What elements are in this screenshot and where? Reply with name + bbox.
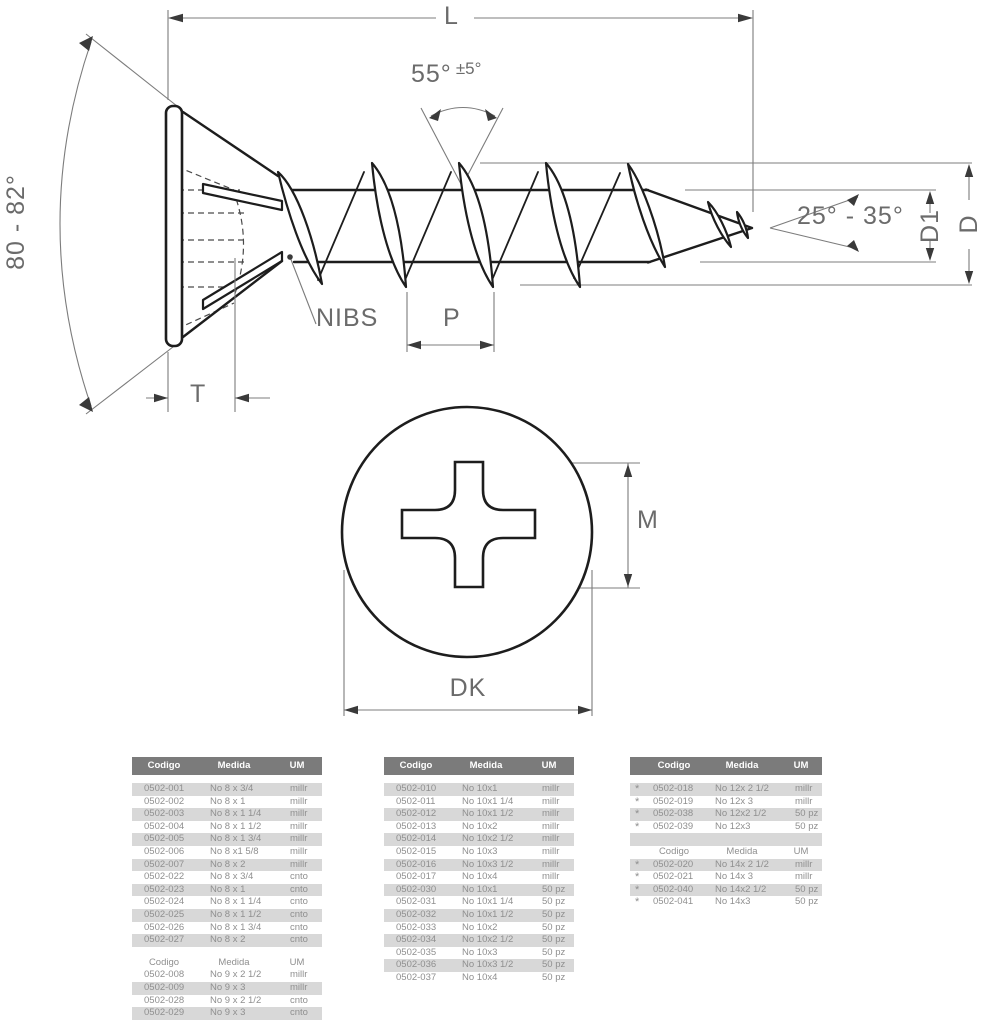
cell-codigo: 0502-019	[653, 795, 694, 807]
cell-codigo: 0502-009	[144, 981, 185, 993]
table-row	[384, 783, 574, 796]
cell-medida: No 8 x1 5/8	[210, 845, 259, 857]
cell-codigo: 0502-034	[396, 934, 437, 946]
cell-codigo: 0502-022	[144, 871, 185, 883]
cell-codigo: 0502-037	[396, 971, 437, 983]
cell-um: millr	[542, 783, 560, 794]
cell-codigo: 0502-030	[396, 883, 437, 895]
star-spacer	[630, 833, 649, 846]
cell-um: 50 pz	[542, 934, 566, 946]
cell-um: 50 pz	[542, 959, 566, 971]
cell-codigo: Codigo	[148, 956, 180, 968]
recess-width-label: M	[637, 506, 659, 534]
cell-um: UM	[793, 845, 809, 857]
cell-codigo: 0502-028	[144, 994, 185, 1006]
table-row	[630, 859, 822, 872]
table-row	[630, 884, 822, 897]
table-row	[132, 808, 322, 821]
cell-um: cnto	[290, 994, 308, 1006]
cell-medida: No 10x1	[462, 883, 498, 895]
spacer-row	[630, 833, 822, 846]
cell-codigo: 0502-015	[396, 845, 437, 857]
table-row	[384, 934, 574, 947]
cell-codigo: 0502-006	[144, 845, 185, 857]
table-subheader-row	[630, 846, 822, 859]
star-marker: *	[635, 808, 640, 821]
head-diameter-label: DK	[449, 674, 487, 702]
cell-um: millr	[542, 795, 560, 807]
cell-medida: No 10x1 1/4	[462, 896, 514, 908]
cell-codigo: 0502-001	[144, 783, 185, 794]
cell-medida: No 9 x 2 1/2	[210, 994, 262, 1006]
cell-codigo: Codigo	[399, 760, 433, 771]
cell-um: millr	[290, 969, 308, 981]
cell-medida: No 10x1 1/4	[462, 795, 514, 807]
table-row	[384, 947, 574, 960]
cell-um: millr	[290, 833, 308, 845]
cell-codigo: 0502-005	[144, 833, 185, 845]
cell-codigo: 0502-016	[396, 858, 437, 870]
table-row	[384, 846, 574, 859]
cell-medida: Medida	[725, 760, 759, 771]
cell-codigo: 0502-004	[144, 820, 185, 832]
cell-um: UM	[541, 760, 557, 771]
cell-um: millr	[290, 783, 308, 794]
cell-codigo: 0502-002	[144, 795, 185, 807]
table-row	[384, 896, 574, 909]
table-row	[630, 783, 822, 796]
head-thickness-label: T	[190, 380, 207, 408]
cell-medida: No 10x2 1/2	[462, 934, 514, 946]
cell-um: 50 pz	[795, 820, 819, 832]
cell-codigo: 0502-033	[396, 921, 437, 933]
star-marker: *	[635, 795, 640, 808]
cell-um: 50 pz	[542, 883, 566, 895]
cell-codigo: 0502-007	[144, 858, 185, 870]
cell-medida: No 8 x 1	[210, 883, 246, 895]
cell-um: millr	[542, 820, 560, 832]
cell-medida: No 12x3	[715, 820, 751, 832]
cell-um: cnto	[290, 871, 308, 883]
cell-um: UM	[289, 760, 305, 771]
cell-um: cnto	[290, 896, 308, 908]
cell-medida: No 8 x 1 3/4	[210, 833, 262, 845]
cell-codigo: 0502-012	[396, 808, 437, 820]
table-row	[132, 896, 322, 909]
cell-um: millr	[290, 820, 308, 832]
section-gap	[132, 947, 322, 957]
cell-medida: No 8 x 2	[210, 858, 246, 870]
table-row	[384, 821, 574, 834]
table-row	[132, 871, 322, 884]
table-header-row	[132, 757, 322, 775]
cell-um: 50 pz	[542, 908, 566, 920]
cell-codigo: 0502-018	[653, 783, 694, 794]
cell-codigo: 0502-003	[144, 808, 185, 820]
cell-um: 50 pz	[542, 896, 566, 908]
cell-medida: Medida	[726, 845, 758, 857]
cell-medida: No 9 x 2 1/2	[210, 969, 262, 981]
cell-medida: Medida	[217, 760, 251, 771]
screw-head-front-view	[342, 407, 592, 657]
cell-codigo: 0502-038	[653, 808, 694, 820]
cell-medida: No 8 x 1	[210, 795, 246, 807]
cell-medida: No 9 x 3	[210, 981, 246, 993]
product-table-no10	[384, 757, 574, 985]
cell-um: cnto	[290, 934, 308, 946]
thread-angle-label	[411, 60, 481, 89]
cell-medida: No 12x 3	[715, 795, 754, 807]
table-row	[132, 934, 322, 947]
cell-medida: No 10x2 1/2	[462, 833, 514, 845]
cell-codigo	[649, 833, 713, 846]
thread-angle-value: 55°	[411, 60, 452, 88]
cell-medida: No 10x4	[462, 971, 498, 983]
cell-codigo: 0502-040	[653, 883, 694, 895]
table-row	[132, 846, 322, 859]
star-spacer	[630, 757, 644, 775]
table-row	[384, 859, 574, 872]
cell-medida: No 8 x 1 3/4	[210, 921, 262, 933]
cell-um: 50 pz	[542, 971, 566, 983]
cell-codigo: 0502-023	[144, 883, 185, 895]
product-table-no8-no9	[132, 757, 322, 1020]
cell-codigo: 0502-024	[144, 896, 185, 908]
cell-um: millr	[542, 871, 560, 883]
thread-angle-tolerance: ±5°	[455, 59, 482, 78]
table-row	[132, 969, 322, 982]
cell-um: UM	[793, 760, 809, 771]
cell-medida: Medida	[469, 760, 503, 771]
cell-um: millr	[795, 783, 813, 794]
table-row	[384, 808, 574, 821]
cell-um: cnto	[290, 921, 308, 933]
cell-um: millr	[542, 833, 560, 845]
cell-medida: No 8 x 1 1/4	[210, 808, 262, 820]
table-row	[132, 922, 322, 935]
cell-codigo: 0502-041	[653, 896, 694, 908]
star-marker: *	[635, 820, 640, 833]
cell-um: UM	[289, 956, 305, 968]
star-spacer	[630, 846, 644, 859]
cell-codigo: 0502-011	[396, 795, 436, 807]
cell-codigo: 0502-036	[396, 959, 437, 971]
star-marker: *	[635, 883, 640, 896]
cell-medida: No 8 x 3/4	[210, 783, 254, 794]
cell-medida: No 8 x 1 1/2	[210, 820, 262, 832]
cell-medida: No 10x3	[462, 946, 498, 958]
cell-um	[791, 833, 822, 846]
cell-um: millr	[542, 845, 560, 857]
cell-medida: No 8 x 1 1/4	[210, 896, 262, 908]
table-header-row	[384, 757, 574, 775]
table-row	[132, 796, 322, 809]
cell-um: 50 pz	[795, 896, 819, 908]
table-row	[384, 884, 574, 897]
table-header-row	[630, 757, 822, 775]
cell-medida: No 10x2	[462, 921, 498, 933]
cell-medida: No 9 x 3	[210, 1007, 246, 1019]
table-row	[384, 871, 574, 884]
table-row	[132, 909, 322, 922]
table-row	[132, 884, 322, 897]
table-row	[132, 821, 322, 834]
cell-codigo: 0502-031	[396, 896, 437, 908]
cell-medida: No 12x 2 1/2	[715, 783, 769, 794]
nibs-label: NIBS	[316, 304, 379, 332]
table-row	[132, 995, 322, 1008]
cell-medida: No 14x 3	[715, 871, 754, 883]
star-marker: *	[635, 783, 640, 795]
cell-codigo: 0502-021	[653, 871, 694, 883]
length-label: L	[444, 2, 459, 30]
cell-um: 50 pz	[542, 946, 566, 958]
cell-um: cnto	[290, 883, 308, 895]
star-marker: *	[635, 858, 640, 871]
cell-medida: No 10x3 1/2	[462, 959, 514, 971]
table-subheader-row	[132, 957, 322, 970]
cell-codigo: 0502-014	[396, 833, 437, 845]
cell-um: millr	[795, 871, 813, 883]
star-marker: *	[635, 871, 640, 884]
head-flat	[166, 106, 182, 346]
cell-um: 50 pz	[795, 883, 819, 895]
point-angle-label: 25° - 35°	[797, 202, 904, 230]
product-table-no12-no14	[630, 757, 822, 909]
cell-codigo: 0502-026	[144, 921, 185, 933]
cell-codigo: 0502-017	[396, 871, 437, 883]
cell-medida: No 8 x 3/4	[210, 871, 254, 883]
cell-medida: No 12x2 1/2	[715, 808, 767, 820]
table-row	[630, 896, 822, 909]
table-row	[630, 871, 822, 884]
cell-um: millr	[290, 808, 308, 820]
cell-medida: No 10x1 1/2	[462, 808, 514, 820]
table-row	[630, 821, 822, 834]
cell-um: millr	[290, 845, 308, 857]
cell-medida: Medida	[218, 956, 250, 968]
cell-codigo: 0502-029	[144, 1007, 185, 1019]
cell-um: millr	[795, 858, 813, 870]
cell-um: millr	[290, 858, 308, 870]
cell-codigo: 0502-020	[653, 858, 694, 870]
table-row	[384, 959, 574, 972]
table-row	[132, 783, 322, 796]
table-row	[630, 796, 822, 809]
table-row	[132, 982, 322, 995]
cell-um: cnto	[290, 908, 308, 920]
head-angle-label: 80 - 82°	[2, 174, 30, 270]
table-row	[384, 833, 574, 846]
table-row	[132, 833, 322, 846]
cell-codigo: 0502-010	[396, 783, 437, 794]
cell-um: millr	[290, 795, 308, 807]
cell-um: 50 pz	[542, 921, 566, 933]
cell-medida: No 10x3	[462, 845, 498, 857]
cell-codigo: Codigo	[658, 845, 690, 857]
cell-codigo: 0502-008	[144, 969, 185, 981]
cell-um: millr	[290, 981, 308, 993]
cell-medida	[713, 833, 791, 846]
cell-codigo: 0502-039	[653, 820, 694, 832]
table-row	[384, 909, 574, 922]
nibs-leader-dot	[287, 254, 293, 260]
cell-medida: No 8 x 1 1/2	[210, 908, 262, 920]
cell-medida: No 14x2 1/2	[715, 883, 767, 895]
cell-codigo: 0502-035	[396, 946, 437, 958]
cell-codigo: 0502-032	[396, 908, 437, 920]
cell-codigo: Codigo	[657, 760, 691, 771]
major-diameter-label: D	[955, 214, 983, 234]
cell-um: cnto	[290, 1007, 308, 1019]
cell-codigo: 0502-027	[144, 934, 185, 946]
table-row	[384, 922, 574, 935]
cell-codigo: Codigo	[147, 760, 181, 771]
pitch-label: P	[443, 304, 461, 332]
table-row	[630, 808, 822, 821]
cell-medida: No 10x1 1/2	[462, 908, 514, 920]
table-row	[132, 859, 322, 872]
cell-medida: No 14x 2 1/2	[715, 858, 769, 870]
cell-um: millr	[542, 808, 560, 820]
cell-medida: No 8 x 2	[210, 934, 246, 946]
table-row	[132, 1007, 322, 1020]
cell-medida: No 10x3 1/2	[462, 858, 514, 870]
star-marker: *	[635, 896, 640, 909]
cell-codigo: 0502-013	[396, 820, 437, 832]
cell-um: millr	[542, 858, 560, 870]
cell-codigo: 0502-025	[144, 908, 185, 920]
cell-medida: No 10x4	[462, 871, 498, 883]
cell-medida: No 10x2	[462, 820, 498, 832]
table-row	[384, 972, 574, 985]
cell-medida: No 10x1	[462, 783, 498, 794]
minor-diameter-label: D1	[916, 209, 944, 243]
cell-medida: No 14x3	[715, 896, 751, 908]
cell-um: millr	[795, 795, 813, 807]
table-row	[384, 796, 574, 809]
cell-um: 50 pz	[795, 808, 819, 820]
